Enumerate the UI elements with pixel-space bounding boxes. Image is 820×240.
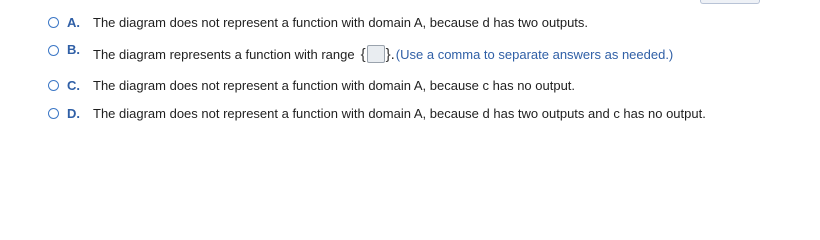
- choice-d-text: The diagram does not represent a function with domain A, because d has two outputs and c has no output.: [93, 105, 706, 121]
- range-answer-input[interactable]: [367, 45, 385, 63]
- choice-a-letter: A.: [67, 14, 80, 30]
- input-hint: (Use a comma to separate answers as needed.): [395, 46, 674, 62]
- open-brace: {: [360, 45, 366, 63]
- choice-d[interactable]: [48, 103, 706, 123]
- choice-c-letter: C.: [67, 77, 80, 93]
- radio-button-d[interactable]: [48, 108, 59, 119]
- radio-button-a[interactable]: [48, 17, 59, 28]
- choice-b-text: The diagram represents a function with range: [93, 46, 355, 62]
- choice-a-text: The diagram does not represent a function with domain A, because d has two outputs.: [93, 14, 589, 30]
- top-toolbar-edge: [700, 0, 760, 4]
- choice-b[interactable]: [48, 44, 673, 64]
- radio-button-b[interactable]: [48, 45, 59, 56]
- choice-b-letter: B.: [67, 42, 80, 57]
- choice-c-text: The diagram does not represent a function with domain A, because c has no output.: [93, 77, 576, 93]
- choice-c[interactable]: [48, 75, 575, 95]
- radio-button-c[interactable]: [48, 80, 59, 91]
- close-brace: }.: [385, 45, 395, 63]
- choice-a[interactable]: [48, 12, 588, 32]
- choice-d-letter: D.: [67, 105, 80, 121]
